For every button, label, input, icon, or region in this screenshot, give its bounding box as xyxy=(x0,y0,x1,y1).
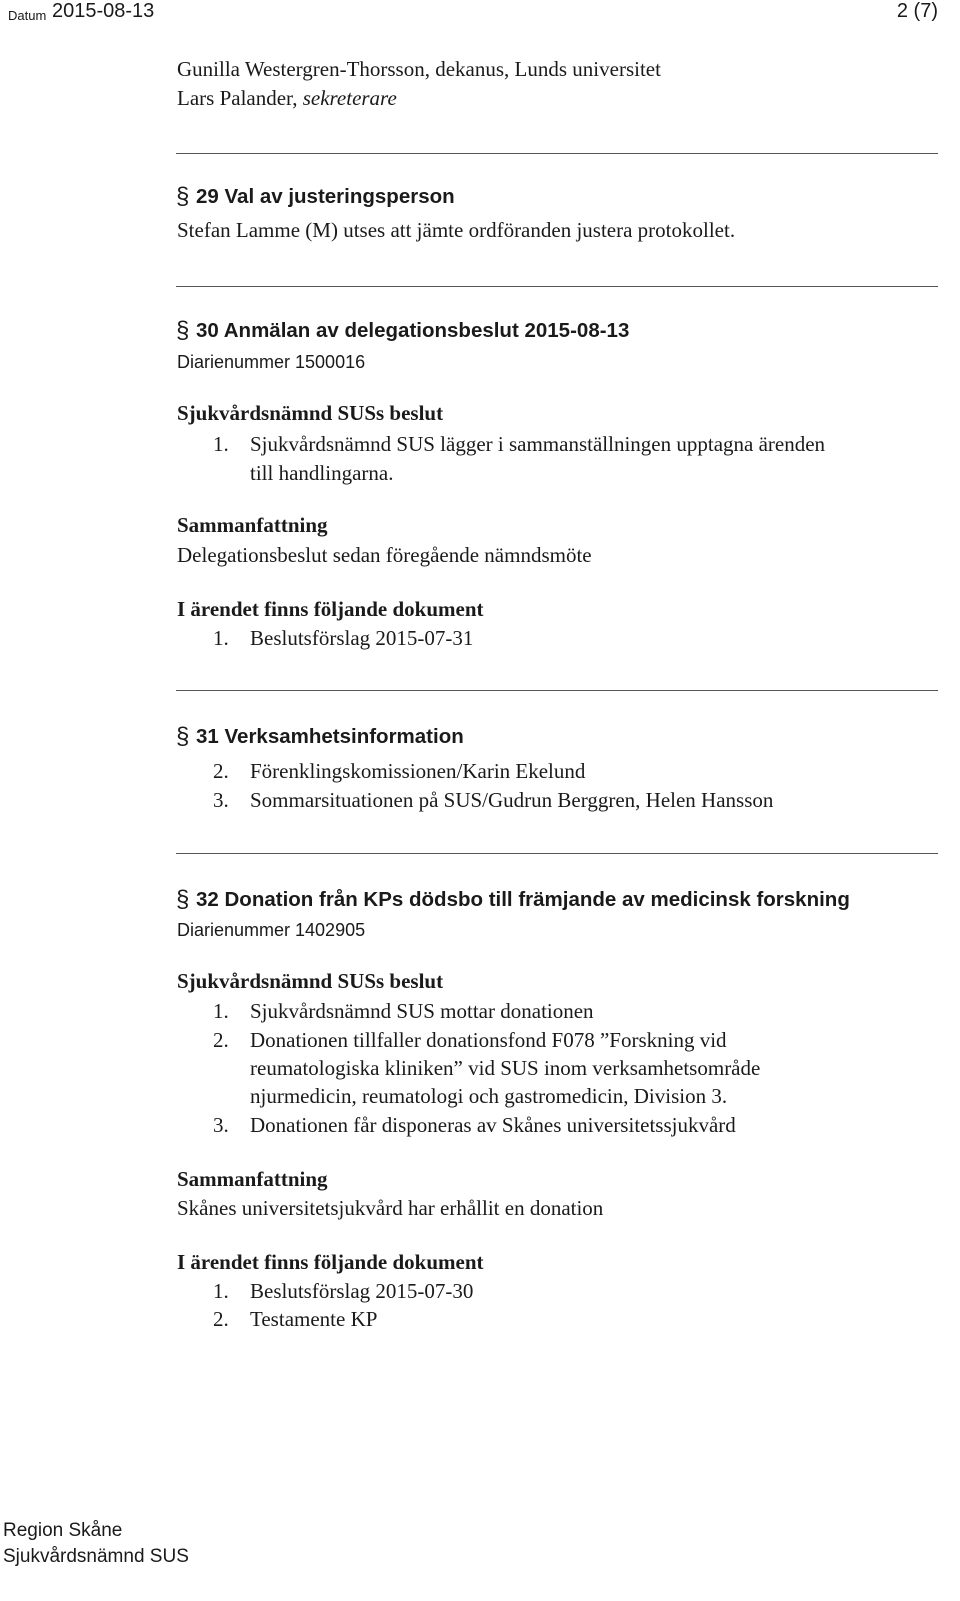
section-title: 30 Anmälan av delegationsbeslut 2015-08-13 xyxy=(196,319,630,342)
diarienummer: Diarienummer 1402905 xyxy=(177,920,366,940)
decision-heading: Sjukvårdsnämnd SUSs beslut xyxy=(177,401,444,425)
list-item: till handlingarna. xyxy=(250,461,394,485)
document-item: Beslutsförslag 2015-07-30 xyxy=(250,1279,474,1303)
paragraph-sign-icon: § xyxy=(176,317,190,344)
attendee-line: Gunilla Westergren-Thorsson, dekanus, Lunds universitet xyxy=(177,57,661,81)
page-number: 2 (7) xyxy=(896,0,938,22)
document-item: Beslutsförslag 2015-07-31 xyxy=(250,626,474,650)
list-item: Donationen tillfaller donationsfond F078 ”Forskning vid xyxy=(250,1028,727,1052)
document-item: Testamente KP xyxy=(250,1307,378,1331)
list-item: Donationen får disponeras av Skånes universitetssjukvård xyxy=(250,1113,736,1137)
summary-text: Skånes universitetsjukvård har erhållit en donation xyxy=(177,1196,604,1220)
section-text: Stefan Lamme (M) utses att jämte ordföranden justera protokollet. xyxy=(177,218,736,242)
list-item-number: 2. xyxy=(213,759,229,783)
list-item-number: 3. xyxy=(213,788,229,812)
attendee-line xyxy=(177,86,397,111)
footer-organization: Region Skåne xyxy=(3,1520,123,1541)
section-divider xyxy=(176,853,938,854)
list-item-number: 1. xyxy=(213,1279,229,1303)
section-divider xyxy=(176,153,938,154)
footer-committee: Sjukvårdsnämnd SUS xyxy=(3,1546,189,1567)
list-item: Sjukvårdsnämnd SUS mottar donationen xyxy=(250,999,594,1023)
paragraph-sign-icon: § xyxy=(176,886,190,913)
section-divider xyxy=(176,690,938,691)
decision-heading: Sjukvårdsnämnd SUSs beslut xyxy=(177,969,444,993)
header-date: 2015-08-13 xyxy=(52,0,155,22)
section-title: 32 Donation från KPs dödsbo till främjande av medicinsk forskning xyxy=(196,888,850,911)
list-item-number: 1. xyxy=(213,626,229,650)
list-item: Förenklingskomissionen/Karin Ekelund xyxy=(250,759,586,783)
summary-heading: Sammanfattning xyxy=(177,1167,328,1191)
list-item: Sjukvårdsnämnd SUS lägger i sammanställningen upptagna ärenden xyxy=(250,432,826,456)
documents-heading: I ärendet finns följande dokument xyxy=(177,597,484,621)
attendee-role: sekreterare xyxy=(302,86,397,110)
list-item: Sommarsituationen på SUS/Gudrun Berggren, Helen Hansson xyxy=(250,788,774,812)
section-divider xyxy=(176,286,938,287)
summary-heading: Sammanfattning xyxy=(177,513,328,537)
summary-text: Delegationsbeslut sedan föregående nämndsmöte xyxy=(177,543,592,567)
diarienummer: Diarienummer 1500016 xyxy=(177,352,366,372)
list-item-number: 2. xyxy=(213,1307,229,1331)
list-item-number: 3. xyxy=(213,1113,229,1137)
section-title: 31 Verksamhetsinformation xyxy=(196,725,464,748)
section-title: 29 Val av justeringsperson xyxy=(196,185,455,208)
list-item: reumatologiska kliniken” vid SUS inom verksamhetsområde xyxy=(250,1056,761,1080)
documents-heading: I ärendet finns följande dokument xyxy=(177,1250,484,1274)
list-item: njurmedicin, reumatologi och gastromedicin, Division 3. xyxy=(250,1084,728,1108)
list-item-number: 1. xyxy=(213,999,229,1023)
paragraph-sign-icon: § xyxy=(176,183,190,210)
paragraph-sign-icon: § xyxy=(176,723,190,750)
list-item-number: 2. xyxy=(213,1028,229,1052)
attendee-name: Lars Palander, xyxy=(177,86,303,110)
header-label: Datum xyxy=(8,8,47,23)
list-item-number: 1. xyxy=(213,432,229,456)
